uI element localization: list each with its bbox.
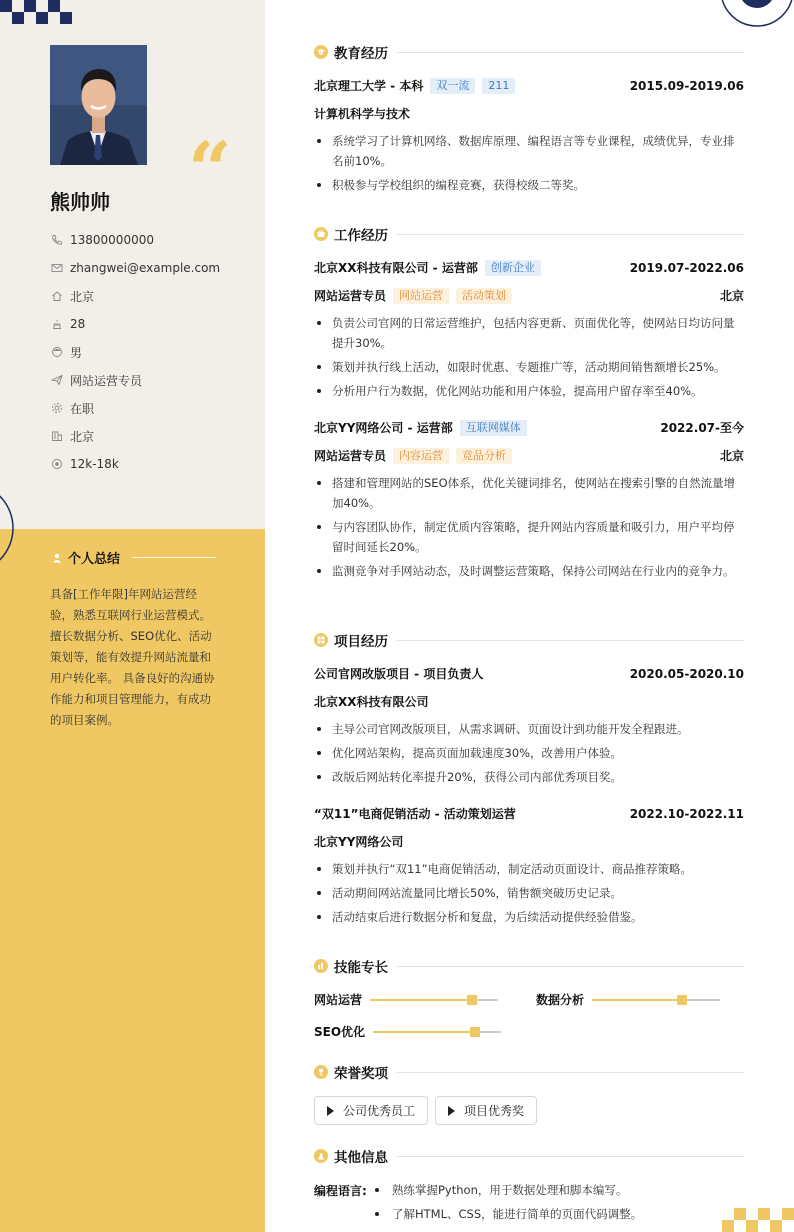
project-1-header <box>314 665 744 682</box>
status-icon <box>50 402 63 415</box>
project-period: 2020.05-2020.10 <box>629 666 744 681</box>
projects-heading: 项目经历 <box>314 630 744 650</box>
info-age: 28 <box>50 310 220 338</box>
work-2-role <box>314 447 744 464</box>
city-icon <box>50 430 63 443</box>
project-period: 2022.10-2022.11 <box>629 806 744 821</box>
project-name: “双11”电商促销活动 - 活动策划运营 <box>314 807 516 821</box>
project-icon <box>314 633 328 647</box>
list-item: 分析用户行为数据，优化网站功能和用户体验，提高用户留存率至40%。 <box>314 381 744 401</box>
role-name: 网站运营专员 <box>314 289 387 303</box>
other-list <box>374 1180 642 1228</box>
project-1-org <box>314 693 744 710</box>
project-org: 北京XX科技有限公司 <box>314 695 429 709</box>
work-1-header <box>314 259 744 276</box>
skill-item: SEO优化 <box>314 1023 501 1040</box>
education-bullets <box>314 131 744 199</box>
checker-decoration-bottom <box>722 1206 794 1232</box>
info-salary: 12k-18k <box>50 450 220 478</box>
work-2-bullets <box>314 473 744 585</box>
work-period: 2022.07-至今 <box>660 421 744 435</box>
info-email: zhangwei@example.com <box>50 254 220 282</box>
project-1-bullets <box>314 719 744 791</box>
list-item: 活动期间网站流量同比增长50%，销售额突破历史记录。 <box>314 883 744 903</box>
project-2-header <box>314 805 744 822</box>
list-item: 策划并执行“双11”电商促销活动，制定活动页面设计、商品推荐策略。 <box>314 859 744 879</box>
circle-decoration <box>0 484 46 576</box>
profile-name: 熊帅帅 <box>50 190 110 214</box>
play-icon <box>327 1106 334 1116</box>
trophy-icon <box>314 1065 328 1079</box>
skill-bar <box>370 999 498 1001</box>
company-tag: 创新企业 <box>485 260 541 276</box>
job-icon <box>50 374 63 387</box>
project-2-org <box>314 833 744 850</box>
skills-heading: 技能专长 <box>314 956 744 976</box>
gender-icon <box>50 346 63 359</box>
list-item: 改版后网站转化率提升20%，获得公司内部优秀项目奖。 <box>314 767 744 787</box>
list-item: 活动结束后进行数据分析和复盘，为后续活动提供经验借鉴。 <box>314 907 744 927</box>
award-badge: 公司优秀员工 <box>314 1096 428 1125</box>
work-2-header <box>314 419 744 436</box>
summary-heading: 个人总结 <box>52 548 120 567</box>
project-org: 北京YY网络公司 <box>314 835 404 849</box>
skill-bar <box>592 999 720 1001</box>
role-tag: 内容运营 <box>393 448 449 464</box>
list-item: 负责公司官网的日常运营维护，包括内容更新、页面优化等，使网站日均访问量提升30%。 <box>314 313 744 353</box>
summary-text: 具备[工作年限]年网站运营经验，熟悉互联网行业运营模式。 擅长数据分析、SEO优化、活动策划等，能有效提升网站流量和用户转化率。 具备良好的沟通协作能力和项目管理能力，有成功的项目案例。 <box>50 587 215 727</box>
role-tag: 竞品分析 <box>456 448 512 464</box>
awards-heading: 荣誉奖项 <box>314 1062 744 1082</box>
info-gender: 男 <box>50 338 220 366</box>
briefcase-icon <box>314 227 328 241</box>
info-city: 北京 <box>50 422 220 450</box>
quote-icon: “ <box>188 125 224 214</box>
info-job: 网站运营专员 <box>50 366 220 394</box>
education-header <box>314 77 744 94</box>
skill-bar <box>373 1031 501 1033</box>
other-heading: 其他信息 <box>314 1146 744 1166</box>
phone-icon <box>50 234 63 247</box>
company-tag: 互联网媒体 <box>460 420 527 436</box>
info-home: 北京 <box>50 282 220 310</box>
education-icon <box>314 45 328 59</box>
other-label: 编程语言: <box>314 1184 367 1198</box>
award-badge: 项目优秀奖 <box>435 1096 537 1125</box>
skill-item: 网站运营 <box>314 991 498 1008</box>
person-icon <box>52 553 62 563</box>
info-icon <box>314 1149 328 1163</box>
play-icon <box>448 1106 455 1116</box>
salary-icon <box>50 458 63 471</box>
school-name: 北京理工大学 - 本科 <box>314 79 424 93</box>
work-1-bullets <box>314 313 744 405</box>
list-item: 了解HTML、CSS，能进行简单的页面代码调整。 <box>374 1204 642 1224</box>
school-tag: 211 <box>482 78 515 94</box>
education-major-row <box>314 105 744 122</box>
role-tag: 活动策划 <box>456 288 512 304</box>
circle-decoration-top <box>718 0 794 38</box>
education-period: 2015.09-2019.06 <box>629 78 744 93</box>
work-period: 2019.07-2022.06 <box>629 260 744 275</box>
skill-item: 数据分析 <box>536 991 720 1008</box>
work-1-role <box>314 287 744 304</box>
work-city: 北京 <box>719 289 744 303</box>
work-city: 北京 <box>719 449 744 463</box>
list-item: 熟练掌握Python，用于数据处理和脚本编写。 <box>374 1180 642 1200</box>
role-name: 网站运营专员 <box>314 449 387 463</box>
project-2-bullets <box>314 859 744 931</box>
list-item: 策划并执行线上活动，如限时优惠、专题推广等，活动期间销售额增长25%。 <box>314 357 744 377</box>
major: 计算机科学与技术 <box>314 107 411 121</box>
contact-info <box>50 226 220 478</box>
school-tag: 双一流 <box>430 78 475 94</box>
list-item: 积极参与学校组织的编程竞赛，获得校级二等奖。 <box>314 175 744 195</box>
info-phone: 13800000000 <box>50 226 220 254</box>
list-item: 系统学习了计算机网络、数据库原理、编程语言等专业课程，成绩优异，专业排名前10%。 <box>314 131 744 171</box>
company-name: 北京YY网络公司 - 运营部 <box>314 421 453 435</box>
list-item: 优化网站架构，提高页面加载速度30%，改善用户体验。 <box>314 743 744 763</box>
work-heading: 工作经历 <box>314 224 744 244</box>
info-status: 在职 <box>50 394 220 422</box>
skill-icon <box>314 959 328 973</box>
summary-divider <box>132 557 216 558</box>
role-tag: 网站运营 <box>393 288 449 304</box>
age-icon <box>50 318 63 331</box>
list-item: 主导公司官网改版项目，从需求调研、页面设计到功能开发全程跟进。 <box>314 719 744 739</box>
list-item: 监测竞争对手网站动态，及时调整运营策略，保持公司网站在行业内的竞争力。 <box>314 561 744 581</box>
project-name: 公司官网改版项目 - 项目负责人 <box>314 667 484 681</box>
mail-icon <box>50 262 63 275</box>
list-item: 与内容团队协作，制定优质内容策略，提升网站内容质量和吸引力，用户平均停留时间延长20%。 <box>314 517 744 557</box>
checker-decoration <box>0 0 80 24</box>
list-item: 搭建和管理网站的SEO体系，优化关键词排名，使网站在搜索引擎的自然流量增加40%。 <box>314 473 744 513</box>
sidebar <box>0 0 265 1232</box>
profile-photo <box>50 45 147 165</box>
company-name: 北京XX科技有限公司 - 运营部 <box>314 261 478 275</box>
education-heading: 教育经历 <box>314 42 744 62</box>
home-icon <box>50 290 63 303</box>
